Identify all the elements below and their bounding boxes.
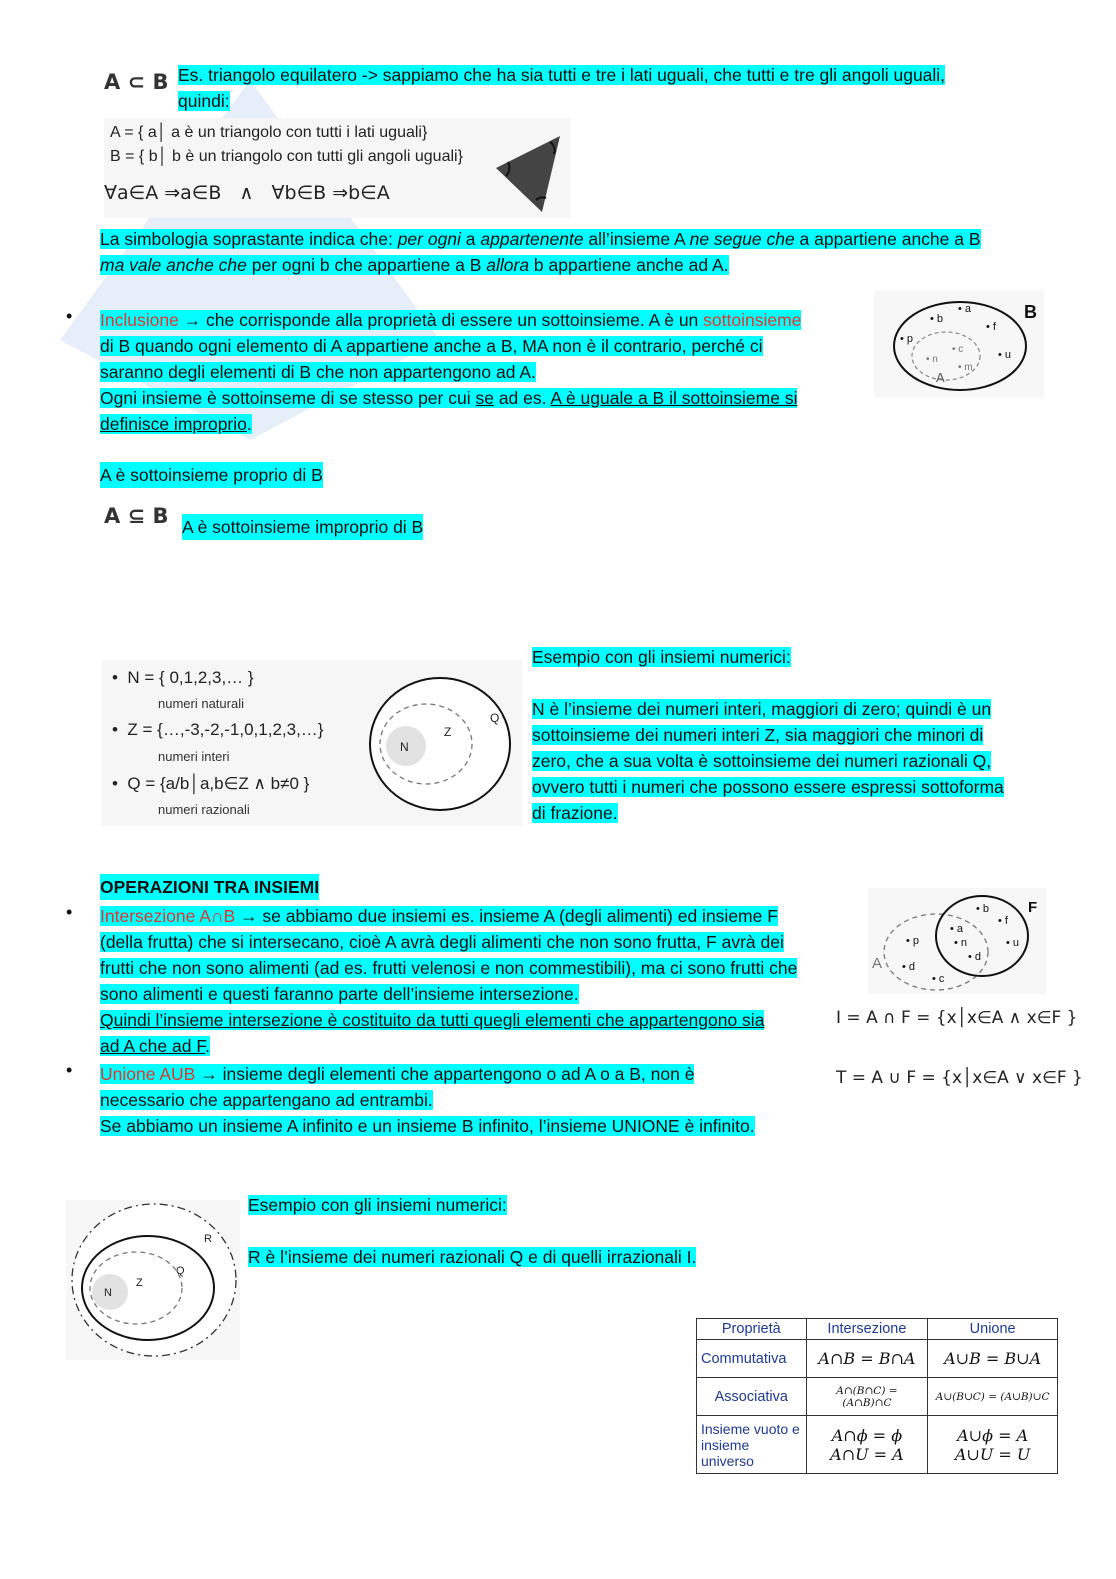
table-header-row (697, 1319, 1058, 1340)
svg-text:Q: Q (490, 711, 500, 725)
intro-line-2: quindi: (178, 91, 230, 111)
svg-text:• a: • a (950, 923, 964, 935)
n-name: numeri naturali (158, 696, 244, 711)
svg-text:Q: Q (176, 1265, 185, 1277)
properties-table (696, 1318, 1058, 1474)
svg-text:• u: • u (1006, 937, 1020, 949)
svg-text:• f: • f (998, 915, 1008, 927)
symbology-explanation: La simbologia soprastante indica che: per ogni a appartenente all’insieme A ne segue che a appartiene anche a B ma vale anche che per ogni b che appartiene a B allora b appartiene anche ad A. (100, 229, 981, 275)
venn-label-b: B (1024, 302, 1037, 322)
svg-text:N: N (104, 1287, 112, 1299)
svg-text:• b: • b (976, 903, 990, 915)
bullet: • (66, 1060, 73, 1080)
intro-text (178, 62, 945, 114)
real-numbers-venn-diagram (66, 1200, 240, 1360)
inclusion-paragraph: Inclusione → che corrisponde alla proprietà di essere un sottoinsieme. A è un sottoinsieme di B quando ogni elemento di A appartiene anche a B, MA non è il contrario, perché ci saranno degli elementi di B che non appartengono ad A. Ogni insieme è sottoinseme di se stesso per cui se ad es. A è uguale a B il sottoinsieme si definisce improprio. (100, 310, 802, 434)
header-cell: Proprietà (697, 1319, 807, 1340)
triangle-icon (492, 128, 564, 214)
svg-text:A: A (872, 955, 883, 972)
intro-line-1: Es. triangolo equilatero -> sappiamo che ha sia tutti e tre i lati uguali, che tutti e tre gli angoli uguali, (178, 65, 946, 85)
set-definition-image (104, 118, 570, 218)
table-row: Commutativa A∩B = B∩A A∪B = B∪A (697, 1340, 1058, 1378)
svg-text:N: N (400, 740, 409, 754)
intersection-paragraph: Intersezione A∩B → se abbiamo due insiemi es. insieme A (degli alimenti) ed insieme F (della frutta) che si intersecano, cioè A avrà degli alimenti che non sono frutta, F avrà dei frutti che non sono alimenti (ad es. frutti velenosi e non commestibili), ma ci sono frutti che sono alimenti e questi faranno parte dell’insieme intersezione. Quindi l’insieme intersezione è costituito da tutti quegli elementi che appartengono sia ad A che ad F. (100, 906, 798, 1056)
proper-subset-text: A è sottoinsieme proprio di B (100, 462, 323, 488)
numeric-venn-diagram (364, 670, 514, 816)
venn-point: • m (958, 362, 973, 373)
subset-symbol: A ⊂ B (104, 70, 169, 94)
svg-text:• d: • d (902, 961, 916, 973)
set-a-definition: A = { a│ a è un triangolo con tutti i lati uguali} (110, 124, 428, 141)
venn-point: • a (958, 303, 972, 315)
union-formula: T = A ∪ F = {x│x∈A ∨ x∈F } (836, 1068, 1083, 1088)
improper-subset-text: A è sottoinsieme improprio di B (182, 514, 423, 540)
svg-text:F: F (1028, 899, 1038, 916)
numeric-sets-image (102, 660, 522, 826)
quantifier-formula: ∀a∈A ⇒a∈B ∧ ∀b∈B ⇒b∈A (104, 182, 390, 204)
improper-subset-symbol: A ⊆ B (104, 504, 169, 528)
inclusion-venn-diagram (874, 290, 1044, 398)
intersection-formula: I = A ∩ F = {x│x∈A ∧ x∈F } (836, 1008, 1078, 1028)
venn-point: • p (900, 333, 914, 345)
svg-text:• c: • c (932, 973, 945, 985)
svg-text:• d: • d (968, 951, 982, 963)
svg-text:• p: • p (906, 935, 920, 947)
table-row: Associativa A∩(B∩C) = (A∩B)∩C A∪(B∪C) = (A∪B)∪C (697, 1378, 1058, 1416)
venn-point: • n (926, 354, 938, 365)
svg-text:Z: Z (444, 725, 452, 739)
numeric-example-heading: Esempio con gli insiemi numerici: (532, 647, 791, 667)
venn-point: • b (930, 313, 944, 325)
header-cell: Unione (928, 1319, 1058, 1340)
numeric-example-1-text: Esempio con gli insiemi numerici: N è l’insieme dei numeri interi, maggiori di zero; quindi è un sottoinsieme dei numeri interi Z, sia maggiori che minori di zero, che a sua volta è sottoinsieme dei numeri razionali Q, ovvero tutti i numeri che possono essere espressi sottoforma di frazione. (532, 647, 1004, 823)
z-definition: • Z = {…,-3,-2,-1,0,1,2,3,…} (112, 720, 324, 739)
z-name: numeri interi (158, 749, 230, 764)
table-row: Insieme vuoto e insieme universo A∩ϕ = ϕ A∩U = A A∪ϕ = A A∪U = U (697, 1416, 1058, 1474)
set-b-definition: B = { b│ b è un triangolo con tutti gli angoli uguali} (110, 148, 463, 165)
union-paragraph: Unione AUB → insieme degli elementi che appartengono o ad A o a B, non è necessario che appartengano ad entrambi. Se abbiamo un insieme A infinito e un insieme B infinito, l’insieme UNIONE è infinito. (100, 1064, 755, 1136)
venn-label-a: A (936, 370, 945, 385)
intersection-venn-diagram (868, 888, 1046, 994)
svg-text:R: R (204, 1233, 212, 1245)
bullet: • (66, 902, 73, 922)
n-definition: • N = { 0,1,2,3,… } (112, 668, 254, 687)
svg-text:• n: • n (954, 937, 968, 949)
q-definition: • Q = {a/b│a,b∈Z ∧ b≠0 } (112, 774, 310, 793)
venn-point: • c (952, 344, 964, 355)
q-name: numeri razionali (158, 802, 250, 817)
operations-title: OPERAZIONI TRA INSIEMI (100, 874, 319, 900)
numeric-example-2-text: Esempio con gli insiemi numerici: R è l’insieme dei numeri razionali Q e di quelli irrazionali I. (248, 1195, 697, 1267)
header-cell: Intersezione (806, 1319, 928, 1340)
venn-point: • u (998, 349, 1012, 361)
svg-text:Z: Z (136, 1277, 143, 1289)
bullet: • (66, 306, 73, 326)
venn-point: • f (986, 321, 996, 333)
